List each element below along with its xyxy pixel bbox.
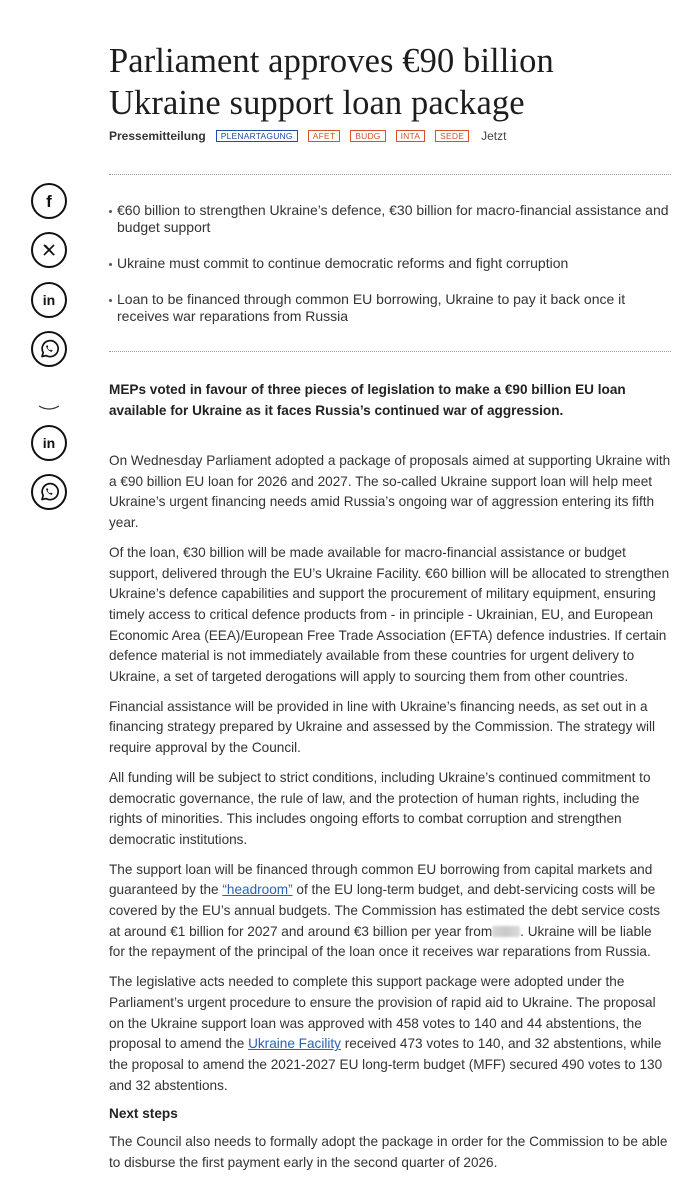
paragraph: On Wednesday Parliament adopted a package of proposals aimed at supporting Ukraine with a €90 billion EU loan for 2026 and 2027. The so-called Ukraine support loan will help meet Ukraine’s urgent financing needs amid Russia’s ongoing war of aggression entering its fifth year. xyxy=(109,453,671,531)
share-whatsapp-button[interactable] xyxy=(31,331,67,367)
article-meta xyxy=(109,127,671,145)
paragraph: Financial assistance will be provided in line with Ukraine’s financing needs, as set out in a financing strategy prepared by Ukraine and assessed by the Commission. The strategy will require approval by the Council. xyxy=(109,698,656,756)
paragraph xyxy=(109,972,671,1096)
share-linkedin-button-2[interactable] xyxy=(31,425,67,461)
paragraph: The Council also needs to formally adopt the package in order for the Commission to be able to disburse the first payment early in the second quarter of 2026. xyxy=(109,1134,668,1171)
meta-time: Jetzt xyxy=(481,129,507,143)
paragraph-text: received 473 votes to 140, and 32 abstentions, while the proposal to amend the 2021-2027 EU long-term budget (MFF) secured 490 votes to 130 and 32 abstentions. xyxy=(109,1036,663,1093)
svg-text:in: in xyxy=(42,435,56,451)
tag-budg[interactable]: BUDG xyxy=(350,130,385,142)
article-lead: MEPs voted in favour of three pieces of legislation to make a €90 billion EU loan available for Ukraine as it faces Russia’s continued war of aggression. xyxy=(109,382,626,418)
paragraph xyxy=(109,860,671,964)
share-whatsapp-button-2[interactable] xyxy=(31,474,67,510)
linkedin-icon xyxy=(40,435,58,451)
paragraph: Of the loan, €30 billion will be made available for macro-financial assistance or budget support, delivered through the EU’s Ukraine Facility. €60 billion will be allocated to strengthen Ukraine’s defence capabilities and support the procurement of military equipment, ensuring timely access to critical defence products from - in principle - Ukrainian, EU, and European Economic Area (EEA)/European Free Trade Association (EFTA) defence industries. If certain defence material is not immediately available from these countries for urgent delivery to Ukraine, a set of targeted derogations will apply to sourcing them from other countries. xyxy=(109,544,670,685)
share-linkedin-button[interactable] xyxy=(31,282,67,318)
paragraph-text: of the EU long-term budget, and debt-servicing costs will be covered by the EU’s annual budgets. The Commission has estimated the debt service costs at around €1 billion for 2027 and around €3 billion per year from xyxy=(109,882,661,939)
highlight-item: €60 billion to strengthen Ukraine’s defence, €30 billion for macro-financial assistance and budget support xyxy=(109,202,671,236)
highlights-list xyxy=(109,174,671,352)
headroom-link[interactable]: “headroom” xyxy=(222,882,293,898)
paragraph-text: The support loan will be financed through common EU borrowing from capital markets and guaranteed by the xyxy=(109,861,653,898)
paragraph: All funding will be subject to strict conditions, including Ukraine’s continued commitment to democratic governance, the rule of law, and the protection of human rights, including the rights of minorities. This includes ongoing efforts to combat corruption and strengthen democratic institutions. xyxy=(109,769,651,847)
svg-text:f: f xyxy=(46,192,52,210)
tag-sede[interactable]: SEDE xyxy=(435,130,469,142)
tag-plenartagung[interactable]: PLENARTAGUNG xyxy=(216,130,298,142)
ukraine-facility-link[interactable]: Ukraine Facility xyxy=(248,1036,341,1052)
paragraph-text: . Ukraine will be liable for the repayment of the principal of the loan once it receives war reparations from Russia. xyxy=(109,923,652,960)
tag-inta[interactable]: INTA xyxy=(396,130,426,142)
article-title: Parliament approves €90 billion Ukraine support loan package xyxy=(109,42,554,122)
meta-label: Pressemitteilung xyxy=(109,129,206,143)
tag-afet[interactable]: AFET xyxy=(308,130,341,142)
share-separator-icon xyxy=(38,404,60,412)
redacted-text xyxy=(492,926,520,937)
linkedin-icon xyxy=(40,292,58,308)
next-steps-heading: Next steps xyxy=(109,1106,178,1122)
article xyxy=(109,40,671,1183)
share-x-button[interactable] xyxy=(31,232,67,268)
highlight-item: Loan to be financed through common EU borrowing, Ukraine to pay it back once it receives war reparations from Russia xyxy=(109,291,671,325)
x-icon xyxy=(42,243,56,257)
paragraph-text: The legislative acts needed to complete this support package were adopted under the Parliament’s urgent procedure to ensure the provision of rapid aid to Ukraine. The proposal on the Ukraine support loan was approved with 458 votes to 140 and 44 abstentions, the proposal to amend the xyxy=(109,974,656,1052)
facebook-icon xyxy=(42,192,56,210)
share-facebook-button[interactable] xyxy=(31,183,67,219)
article-body xyxy=(109,451,671,1174)
whatsapp-icon xyxy=(37,480,61,504)
whatsapp-icon xyxy=(37,337,61,361)
highlight-item: Ukraine must commit to continue democratic reforms and fight corruption xyxy=(109,255,671,272)
svg-text:in: in xyxy=(42,292,56,308)
